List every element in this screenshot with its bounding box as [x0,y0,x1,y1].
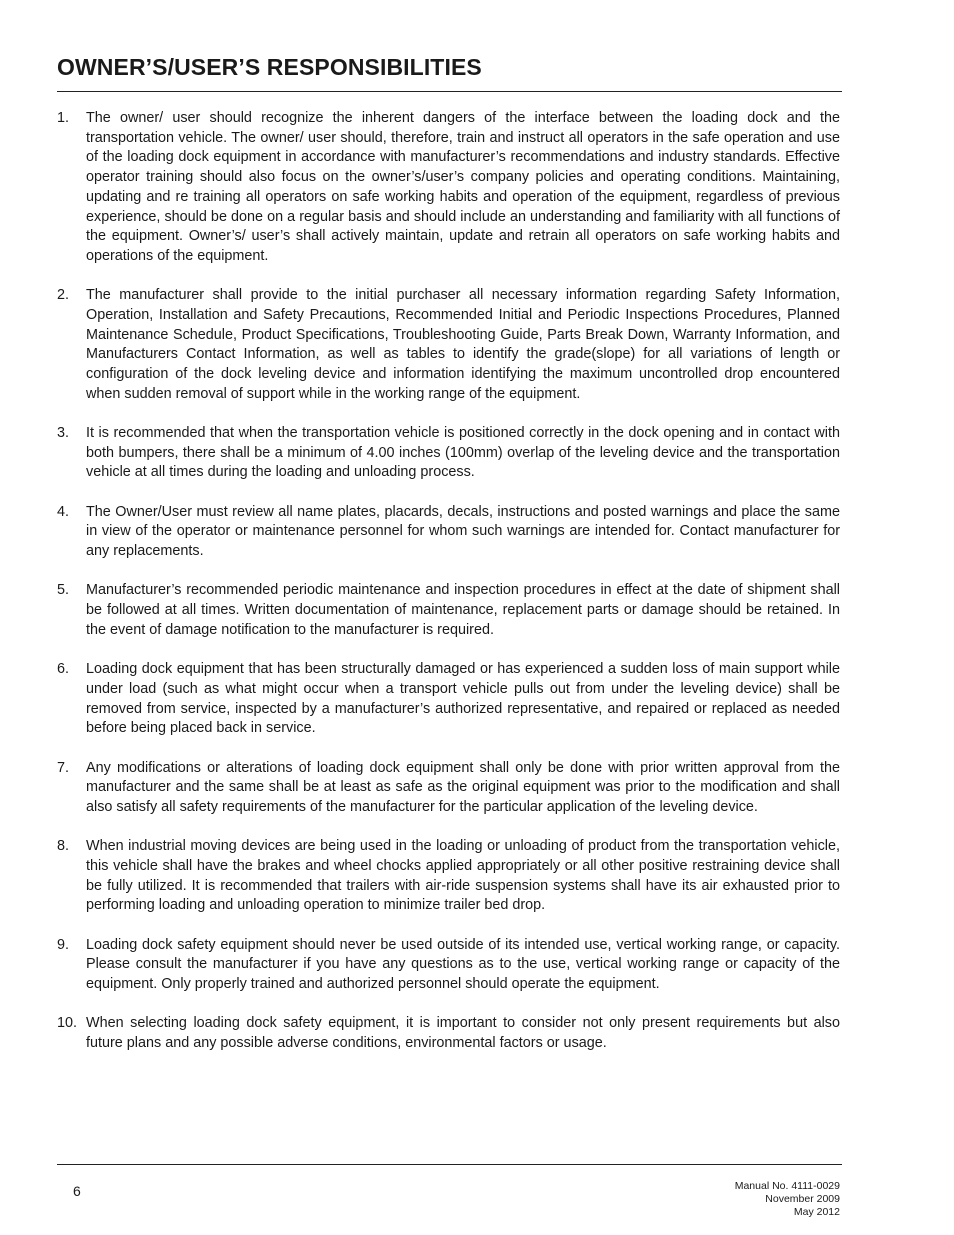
title-divider [57,91,842,92]
revision-date-1: November 2009 [765,1193,840,1205]
footer-divider [57,1164,842,1165]
item-number: 10. [57,1015,78,1032]
item-text: When selecting loading dock safety equipment, it is important to consider not only present requirements but also future plans and any possible adverse conditions, environmental factors or usage. [86,1015,840,1052]
item-text: The manufacturer shall provide to the initial purchaser all necessary information regarding Safety Information, Operation, Installation and Safety Precautions, Recommended Initial and Periodic Inspections Procedures, Planned Maintenance Schedule, Product Specifications, Troubleshooting Guide, Parts Break Down, Warranty Information, and Manufacturers Contact Information, as well as tables to identify the grade(slope) for all variations of length or configuration of the dock leveling device and information identifying the maximum uncontrolled drop encountered when sudden removal of support while in the working range of the equipment. [86,287,840,402]
item-number: 6. [57,661,70,678]
item-number: 8. [57,838,70,855]
list-item [57,660,840,739]
item-number: 4. [57,503,70,520]
list-item [57,936,840,995]
item-text: The Owner/User must review all name plates, placards, decals, instructions and posted warnings and place the same in view of the operator or maintenance personnel for whom such warnings are intended for. Contact manufacturer for any replacements. [86,503,840,560]
list-item [57,503,840,562]
list-item [57,109,840,267]
item-text: Manufacturer’s recommended periodic maintenance and inspection procedures in effect at the date of shipment shall be followed at all times. Written documentation of maintenance, replacement parts or damage should be retained. In the event of damage notification to the manufacturer is required. [86,582,840,638]
page-number: 6 [73,1183,81,1199]
item-text: Loading dock safety equipment should never be used outside of its intended use, vertical working range, or capacity. Please consult the manufacturer if you have any questions as to the use, vertical working range or capacity of the equipment. Only properly trained and authorized personnel should operate the equipment. [86,936,840,993]
list-item [57,581,840,640]
item-text: Any modifications or alterations of loading dock equipment shall only be done with prior written approval from the manufacturer and the same shall be at least as safe as the original equipment was prior to the modification and shall also satisfy all safety requirements of the manufacturer for the particular application of the leveling device. [86,759,840,815]
list-item [57,759,840,818]
responsibilities-list [57,109,840,1073]
item-number: 3. [57,425,70,442]
item-text: It is recommended that when the transportation vehicle is positioned correctly in the dock opening and in contact with both bumpers, there shall be a minimum of 4.00 inches (100mm) overlap of the leveling device and the transportation vehicle at all times during the loading and unloading process. [86,425,840,481]
list-item [57,286,840,404]
manual-number: Manual No. 4111-0029 [734,1180,840,1192]
item-text: Loading dock equipment that has been structurally damaged or has experienced a sudden loss of main support while under load (such as what might occur when a transport vehicle pulls out from under the leveling device) shall be removed from service, inspected by a manufacturer’s authorized representative, and repaired or replaced as needed before being placed back in service. [86,661,840,737]
page-title: OWNER’S/USER’S RESPONSIBILITIES [57,54,482,80]
item-number: 1. [57,110,70,126]
item-text: The owner/ user should recognize the inherent dangers of the interface between the loading dock and the transportation vehicle. The owner/ user should, therefore, train and instruct all operators in the safe operation and use of the loading dock equipment in accordance with manufacturer’s recommendations and industry standards. Effective operator training should also focus on the owner’s/user’s company policies and operating conditions. Maintaining, updating and re training all operators on safe working habits and operation of the equipment, regardless of previous experience, should be done on a regular basis and should include an understanding and familiarity with all functions of the equipment. Owner’s/ user’s shall actively maintain, update and retrain all operators on safe working habits and operations of the equipment. [86,110,840,264]
list-item [57,1014,840,1053]
list-item [57,424,840,483]
item-number: 9. [57,936,70,953]
item-number: 5. [57,582,70,599]
item-number: 2. [57,287,70,304]
footer-info [735,1180,840,1219]
list-item [57,837,840,916]
item-number: 7. [57,759,70,776]
revision-date-2: May 2012 [793,1206,840,1218]
item-text: When industrial moving devices are being used in the loading or unloading of product from the transportation vehicle, this vehicle shall have the brakes and wheel chocks applied appropriately or all other positive restraining device shall be fully utilized. It is recommended that trailers with air-ride suspension systems shall have its air exhausted prior to performing loading and unloading operation to minimize trailer bed drop. [86,838,840,914]
